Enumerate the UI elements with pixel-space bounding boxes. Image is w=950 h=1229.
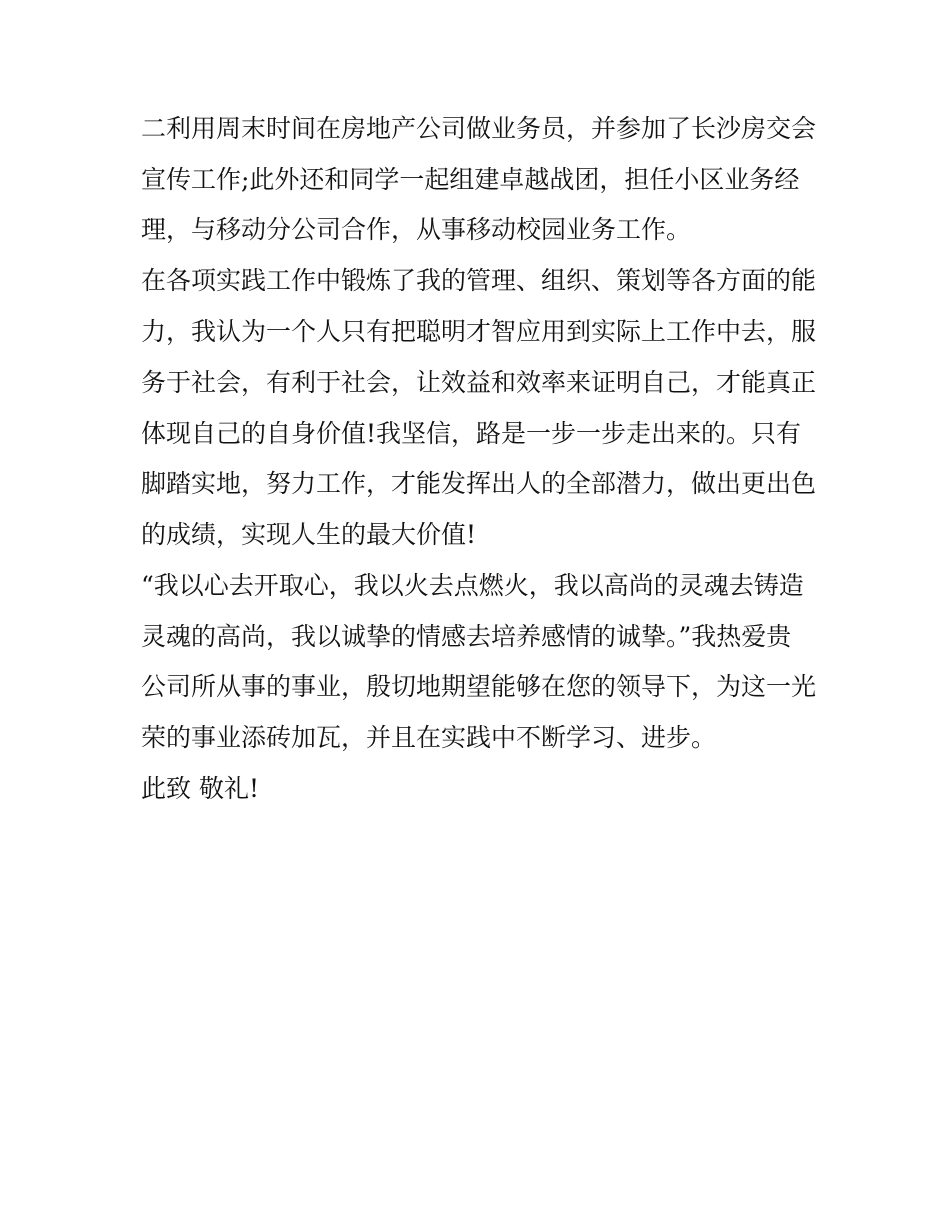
text-line: 的成绩，实现人生的最大价值! bbox=[141, 520, 477, 549]
text-line: 务于社会，有利于社会，让效益和效率来证明自己，才能真正 bbox=[141, 368, 817, 397]
text-line: 荣的事业添砖加瓦，并且在实践中不断学习、进步。 bbox=[141, 723, 717, 752]
text-line: “我以心去开取心，我以火去点燃火，我以高尚的灵魂去铸造 bbox=[141, 571, 804, 600]
text-line: 理，与移动分公司合作，从事移动校园业务工作。 bbox=[141, 215, 692, 244]
text-line: 力，我认为一个人只有把聪明才智应用到实际上工作中去，服 bbox=[141, 317, 817, 346]
text-line: 灵魂的高尚，我以诚挚的情感去培养感情的诚挚。”我热爱贵 bbox=[141, 622, 792, 651]
text-line: 公司所从事的事业，殷切地期望能够在您的领导下，为这一光 bbox=[141, 672, 817, 701]
text-line: 在各项实践工作中锻炼了我的管理、组织、策划等各方面的能 bbox=[141, 266, 817, 295]
text-line: 脚踏实地，努力工作，才能发挥出人的全部潜力，做出更出色 bbox=[141, 469, 817, 498]
text-line: 体现自己的自身价值!我坚信，路是一步一步走出来的。只有 bbox=[141, 419, 802, 448]
closing-line: 此致 敬礼! bbox=[141, 774, 259, 803]
text-line: 宣传工作;此外还和同学一起组建卓越战团，担任小区业务经 bbox=[141, 165, 800, 194]
text-line: 二利用周末时间在房地产公司做业务员，并参加了长沙房交会 bbox=[141, 114, 817, 143]
